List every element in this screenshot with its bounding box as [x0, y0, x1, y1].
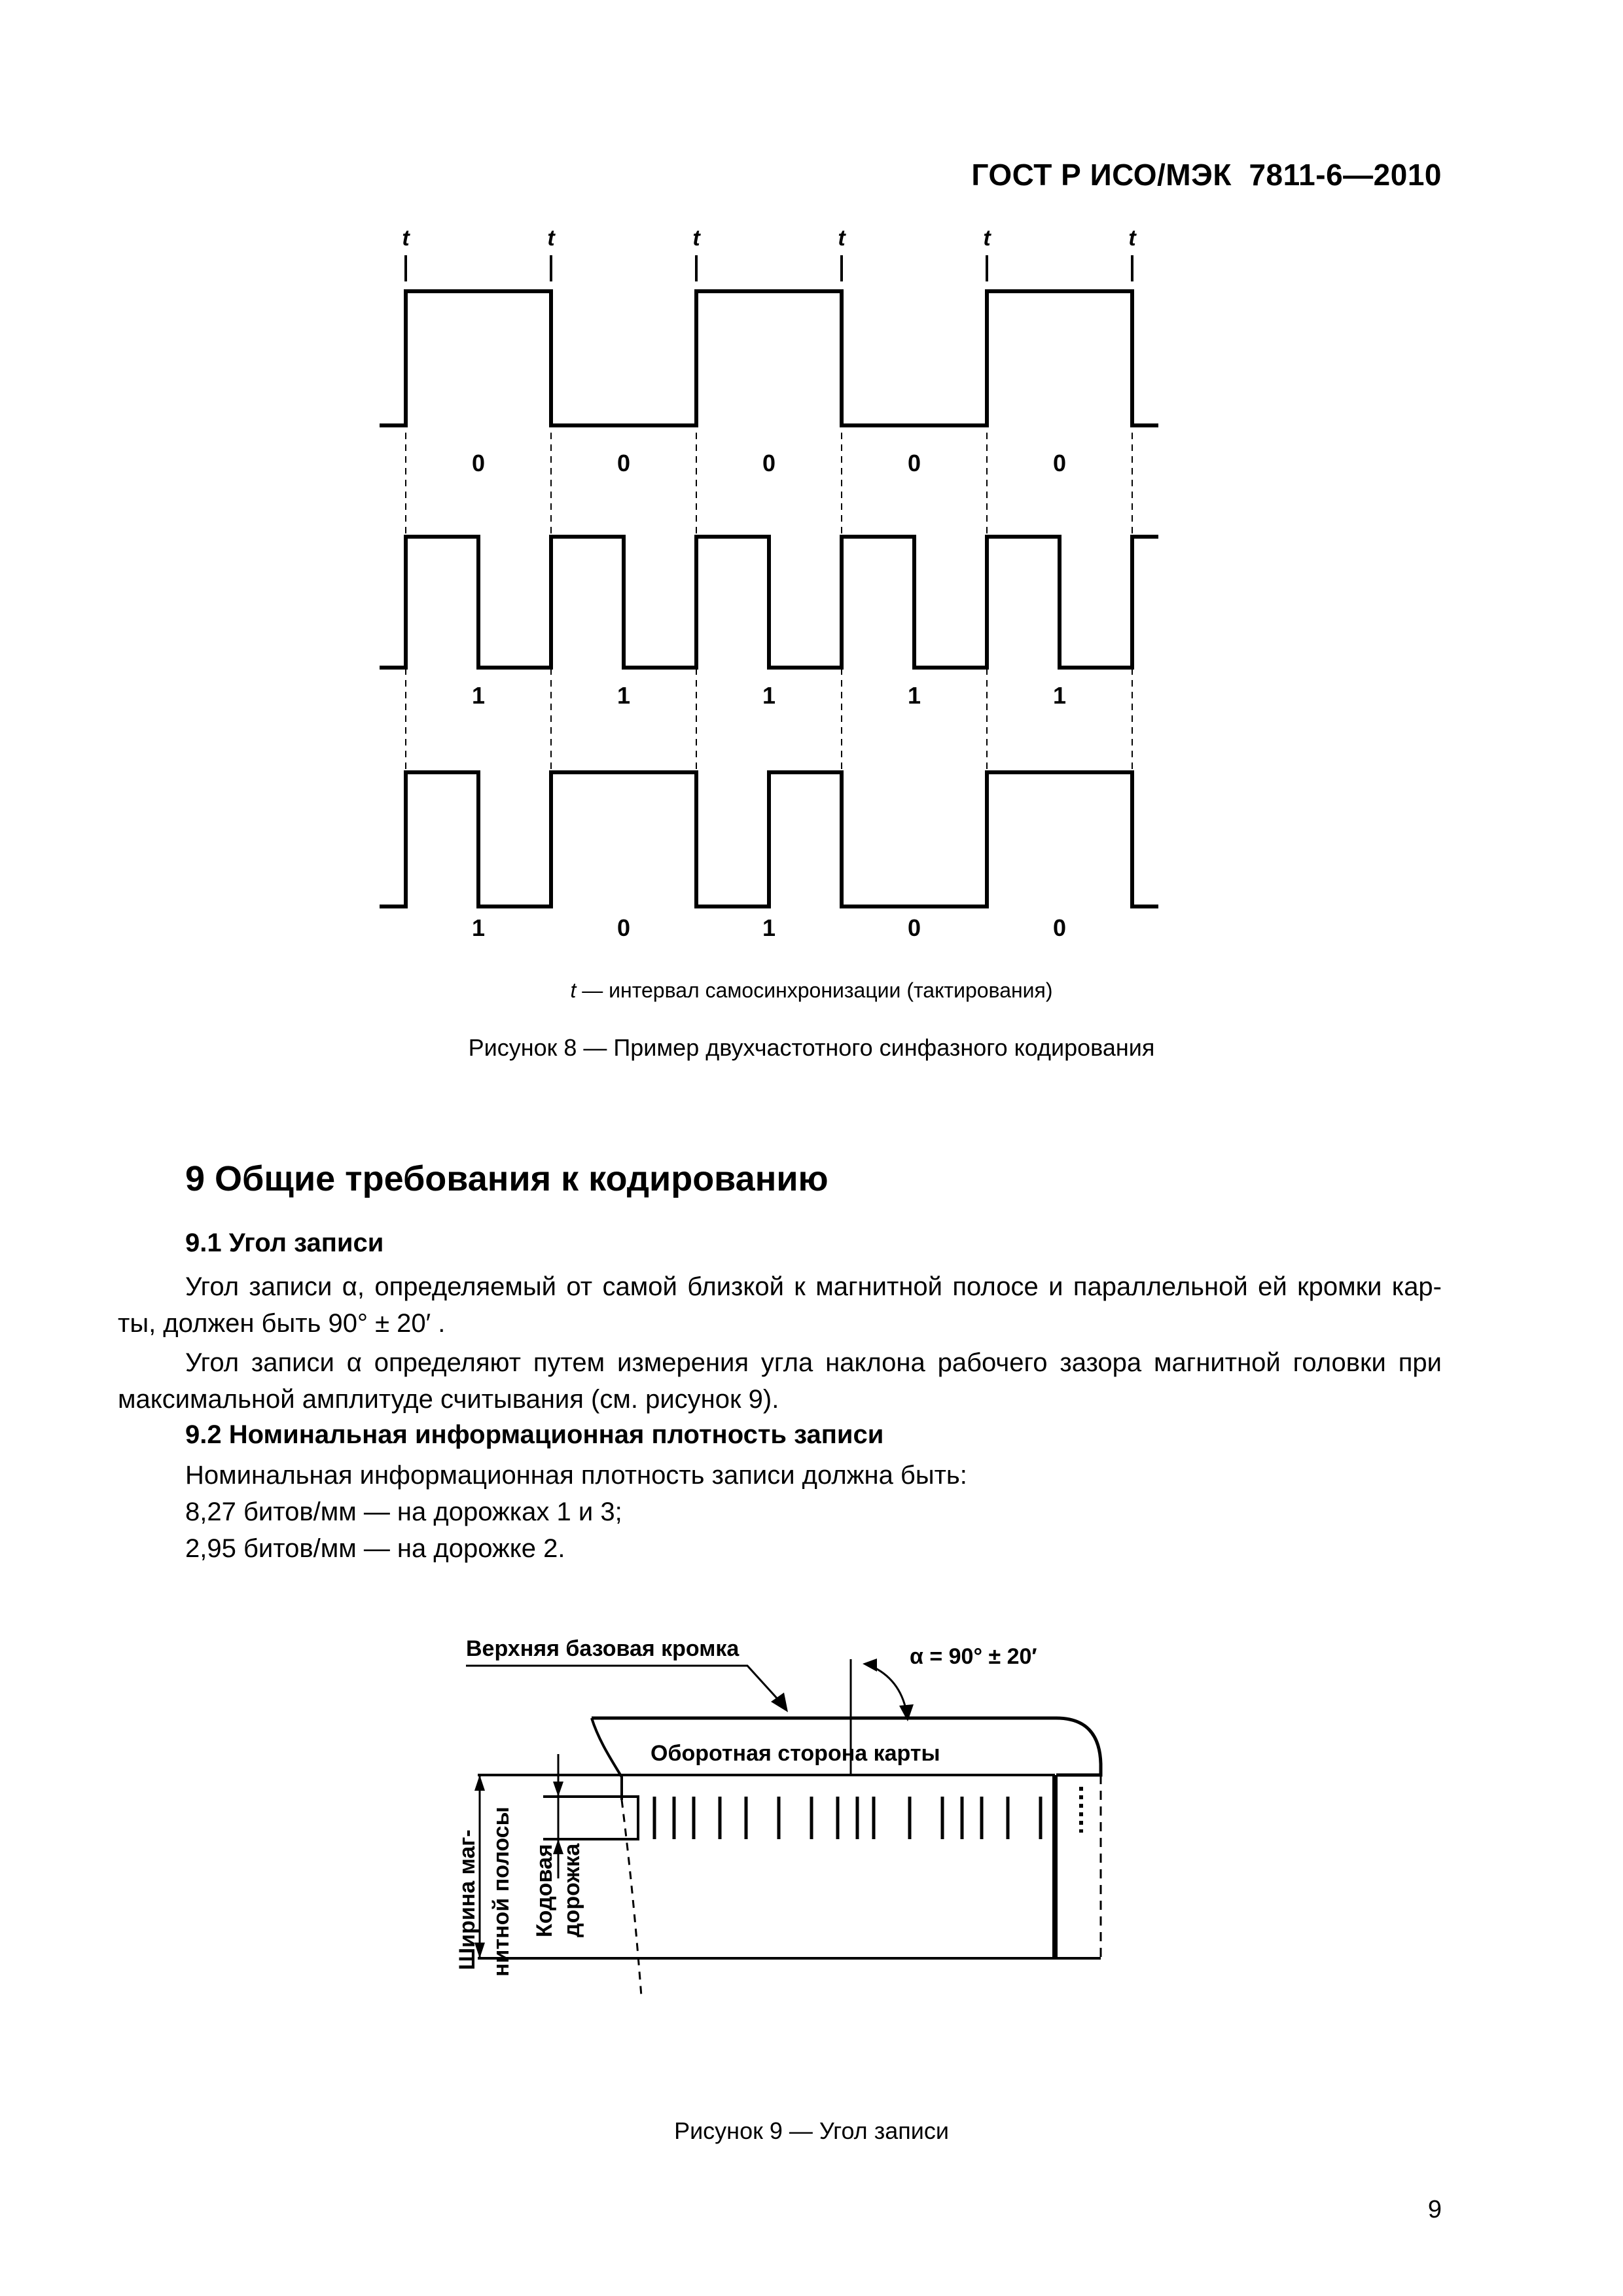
figure-9-caption: Рисунок 9 — Угол записи	[674, 2117, 949, 2144]
waveform-row-1	[380, 291, 1158, 425]
arrow-stripe-width-top	[474, 1775, 485, 1791]
para-9-2-3: 2,95 битов/мм — на дорожке 2.	[185, 1534, 565, 1563]
bit-label-row1-1: 0	[471, 450, 486, 476]
figure-8-biphase-diagram	[0, 0, 1623, 982]
bit-label-row1-4: 0	[907, 450, 921, 476]
clock-labels	[402, 226, 1137, 251]
angle-label: α = 90° ± 20′	[910, 1644, 1037, 1669]
subsection-9-1-title: 9.1 Угол записи	[185, 1229, 384, 1257]
figure-8-legend	[0, 978, 1623, 1003]
stripe-width-label-2: нитной полосы	[489, 1806, 514, 1977]
bit-label-row1-3: 0	[762, 450, 776, 476]
bit-label-row3-1: 1	[471, 914, 486, 941]
bit-label-row3-4: 0	[907, 914, 921, 941]
legend-symbol: t	[570, 978, 577, 1002]
top-edge-leader	[466, 1666, 780, 1702]
bit-label-row1-2: 0	[616, 450, 631, 476]
bit-label-row3-2: 0	[616, 914, 631, 941]
card-back-label: Оборотная сторона карты	[651, 1741, 940, 1766]
bit-label-row2-4: 1	[907, 682, 921, 709]
clock-label-5: t	[983, 226, 991, 251]
stripe-width-label-1: Ширина маг-	[455, 1829, 480, 1970]
top-edge-label: Верхняя базовая кромка	[466, 1636, 740, 1661]
para-9-2-1: Номинальная информационная плотность записи должна быть:	[185, 1461, 967, 1490]
para-9-2-2: 8,27 битов/мм — на дорожках 1 и 3;	[185, 1498, 622, 1526]
para-9-1-2-line-2: максимальной амплитуде считывания (см. рисунок 9).	[118, 1385, 779, 1414]
clock-label-2: t	[547, 226, 555, 251]
bit-label-row2-2: 1	[616, 682, 631, 709]
clock-label-1: t	[402, 226, 410, 251]
para-9-1-1-line-1: Угол записи α, определяемый от самой близкой к магнитной полосе и параллельной ей кромки кар-	[185, 1272, 1442, 1301]
arrow-angle-start	[863, 1659, 877, 1672]
legend-text: — интервал самосинхронизации (тактирования)	[576, 978, 1053, 1002]
arrow-track-top	[553, 1782, 563, 1797]
angle-arc	[870, 1666, 906, 1712]
subsection-9-2-title: 9.2 Номинальная информационная плотность записи	[185, 1420, 884, 1449]
document-header: ГОСТ Р ИСО/МЭК 7811-6—2010	[971, 158, 1442, 192]
clock-tick-marks	[406, 255, 1132, 281]
para-9-1-1-line-2: ты, должен быть 90° ± 20′ .	[118, 1309, 446, 1338]
waveform-rows	[380, 291, 1158, 906]
track-label-1: Кодовая	[532, 1844, 557, 1937]
clock-label-4: t	[838, 226, 846, 251]
para-9-1-2-line-1: Угол записи α определяют путем измерения угла наклона рабочего зазора магнитной головки при	[185, 1348, 1442, 1377]
section-9-heading: 9 Общие требования к кодированию	[185, 1159, 829, 1198]
figure-8-caption: Рисунок 8 — Пример двухчастотного синфазного кодирования	[468, 1034, 1155, 1061]
track-flux-bars	[654, 1797, 1041, 1839]
bit-label-row3-3: 1	[762, 914, 776, 941]
card-torn-left-edge	[592, 1718, 622, 1800]
clock-label-6: t	[1128, 226, 1136, 251]
figure-9-recording-angle	[0, 1604, 1623, 2094]
waveform-row-3	[380, 772, 1158, 906]
page-number: 9	[1427, 2196, 1442, 2223]
bit-label-row1-5: 0	[1052, 450, 1067, 476]
bit-label-row2-5: 1	[1052, 682, 1067, 709]
bit-label-row2-1: 1	[471, 682, 486, 709]
track-label-2: дорожка	[560, 1843, 584, 1937]
bit-label-row2-3: 1	[762, 682, 776, 709]
waveform-row-2	[380, 537, 1158, 668]
bit-label-row3-5: 0	[1052, 914, 1067, 941]
clock-label-3: t	[692, 226, 700, 251]
